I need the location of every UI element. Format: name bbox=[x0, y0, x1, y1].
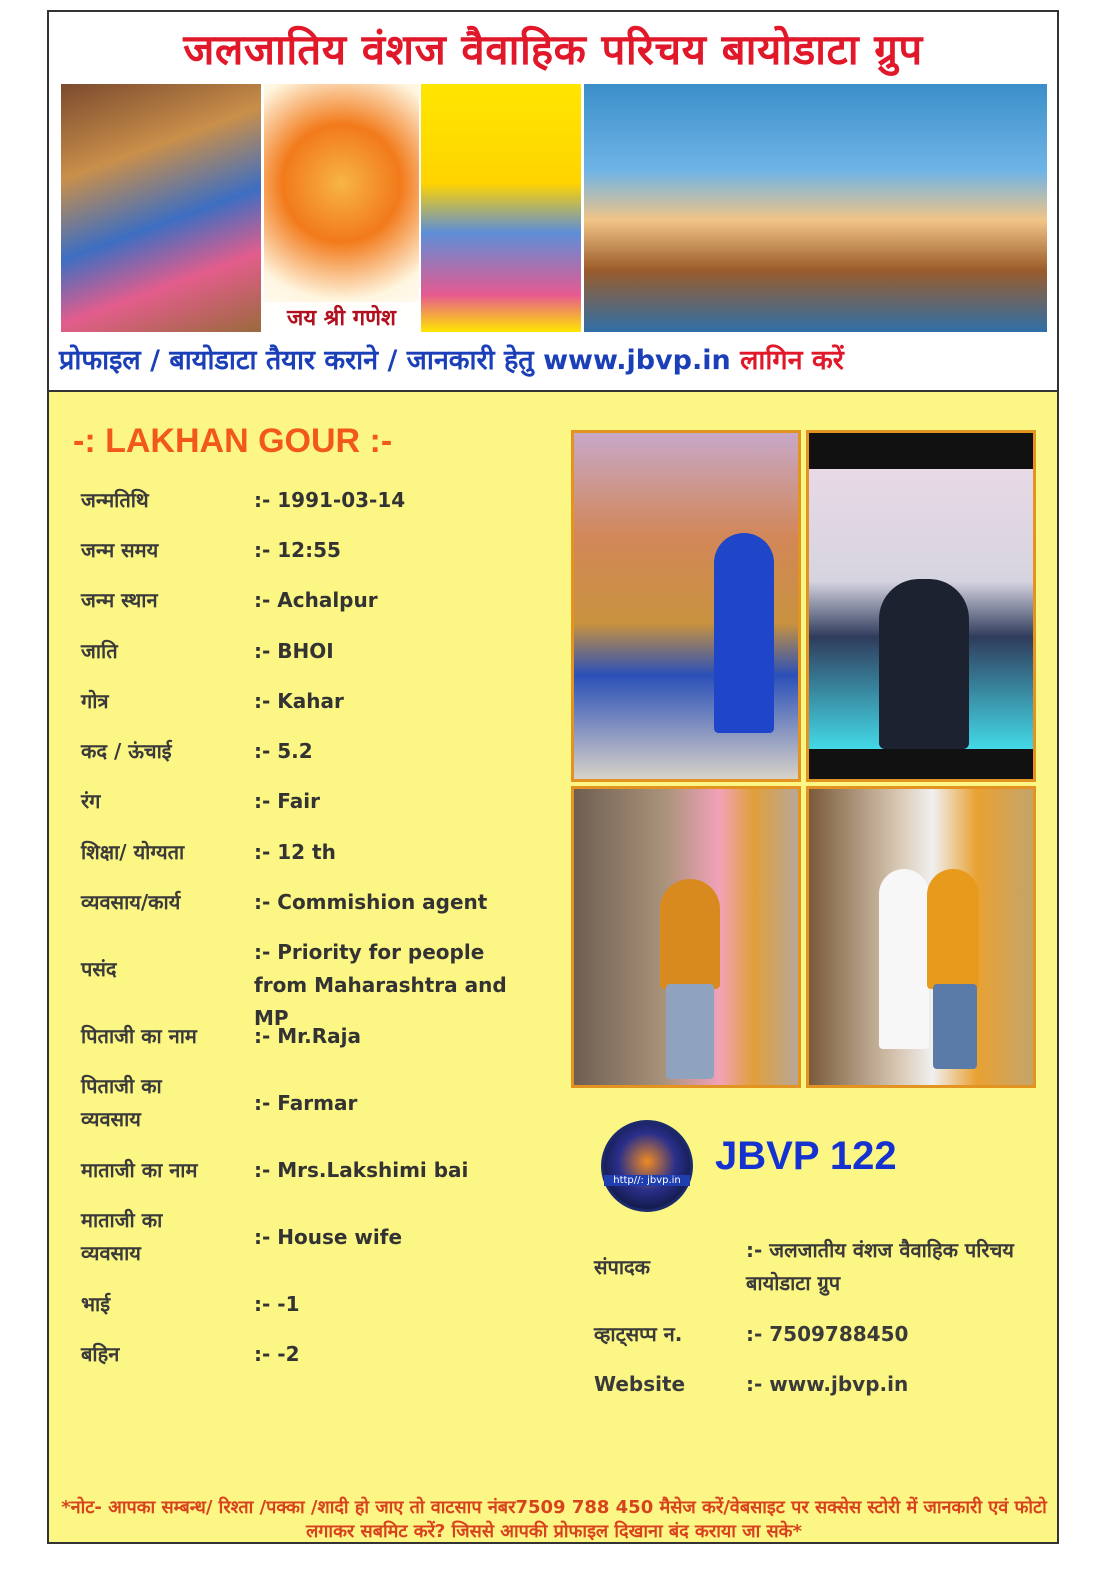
ram-sita-image-2 bbox=[421, 84, 581, 332]
logo-url-text: http//: jbvp.in bbox=[604, 1175, 690, 1186]
field-value: :- Achalpur bbox=[254, 588, 378, 612]
profile-photo-2[interactable] bbox=[806, 430, 1036, 782]
person-figure bbox=[660, 879, 720, 989]
field-value: :- Commishion agent bbox=[254, 890, 488, 914]
ganesh-caption: जय श्री गणेश bbox=[264, 302, 419, 332]
field-label: पिताजी का नाम bbox=[81, 1024, 197, 1048]
website-value[interactable]: :- www.jbvp.in bbox=[746, 1372, 909, 1396]
boat-scene-image bbox=[584, 84, 1047, 332]
editor-value: :- जलजातीय वंशज वैवाहिक परिचय बायोडाटा ग्रुप bbox=[746, 1238, 1014, 1295]
field-value: :- Farmar bbox=[254, 1091, 358, 1115]
field-value: :- -2 bbox=[254, 1342, 300, 1366]
profile-code: JBVP 122 bbox=[715, 1134, 897, 1178]
person-figure bbox=[927, 869, 979, 989]
ram-sita-image bbox=[61, 84, 261, 332]
footer-note: *नोट- आपका सम्बन्ध/ रिश्ता /पक्का /शादी हो जाए तो वाटसाप नंबर7509 788 450 मैसेज करें/वेबसाइट पर सक्सेस स्टोरी में जानकारी एवं फोटो लगाकर सबमिट करें? जिससे आपकी प्रोफाइल दिखाना बंद कराया जा सके* bbox=[61, 1497, 1047, 1542]
field-label: भाई bbox=[81, 1292, 111, 1316]
group-title: जलजातिय वंशज वैवाहिक परिचय बायोडाटा ग्रुप bbox=[183, 25, 923, 74]
header-subtitle bbox=[59, 340, 1049, 377]
field-label: कद / ऊंचाई bbox=[81, 739, 172, 763]
field-value: :- 12:55 bbox=[254, 538, 341, 562]
field-label: शिक्षा/ योग्यता bbox=[81, 840, 185, 864]
whatsapp-label: व्हाट्सप्प न. bbox=[594, 1322, 683, 1346]
field-label: जन्म स्थान bbox=[81, 588, 158, 612]
person-figure bbox=[879, 579, 969, 749]
website-label: Website bbox=[594, 1372, 686, 1396]
profile-photo-1[interactable] bbox=[571, 430, 801, 782]
field-value: :- Priority for people from Maharashtra and MP bbox=[254, 940, 507, 1030]
field-label: माताजी का व्यवसाय bbox=[81, 1208, 163, 1265]
profile-photo-3[interactable] bbox=[571, 786, 801, 1088]
whatsapp-value[interactable]: :- 7509788450 bbox=[746, 1322, 909, 1346]
field-label: जन्मतिथि bbox=[81, 488, 149, 512]
person-figure bbox=[879, 869, 929, 1049]
field-label: जन्म समय bbox=[81, 538, 159, 562]
header-banner bbox=[47, 10, 1059, 392]
field-label: पसंद bbox=[81, 957, 117, 981]
field-label: व्यवसाय/कार्य bbox=[81, 890, 181, 914]
field-value: :- 12 th bbox=[254, 840, 336, 864]
field-label: पिताजी का व्यवसाय bbox=[81, 1074, 162, 1131]
field-value: :- House wife bbox=[254, 1225, 403, 1249]
field-value: :- Fair bbox=[254, 789, 320, 813]
profile-panel bbox=[47, 392, 1059, 1544]
field-value: :- BHOI bbox=[254, 639, 334, 663]
website-link[interactable]: www.jbvp.in bbox=[543, 345, 731, 376]
field-value: :- Mrs.Lakshimi bai bbox=[254, 1158, 469, 1182]
login-text: लागिन करें bbox=[740, 345, 844, 376]
field-value: :- Mr.Raja bbox=[254, 1024, 362, 1048]
photo-backdrop bbox=[809, 469, 1033, 749]
field-label: माताजी का नाम bbox=[81, 1158, 198, 1182]
field-label: बहिन bbox=[81, 1342, 120, 1366]
editor-label: संपादक bbox=[594, 1255, 651, 1279]
field-value: :- 5.2 bbox=[254, 739, 313, 763]
field-value: :- Kahar bbox=[254, 689, 344, 713]
profile-photo-4[interactable] bbox=[806, 786, 1036, 1088]
subtitle-text: प्रोफाइल / बायोडाटा तैयार कराने / जानकारी हेतु bbox=[59, 345, 534, 376]
field-label: रंग bbox=[81, 789, 101, 813]
ganesh-image bbox=[264, 84, 419, 332]
field-label: गोत्र bbox=[81, 689, 109, 713]
person-figure bbox=[714, 533, 774, 733]
person-legs bbox=[666, 984, 714, 1079]
field-value: :- -1 bbox=[254, 1292, 300, 1316]
field-label: जाति bbox=[81, 639, 118, 663]
profile-name: -: LAKHAN GOUR :- bbox=[73, 422, 393, 460]
jbvp-logo bbox=[601, 1120, 693, 1212]
person-legs bbox=[933, 984, 977, 1069]
field-value: :- 1991-03-14 bbox=[254, 488, 406, 512]
